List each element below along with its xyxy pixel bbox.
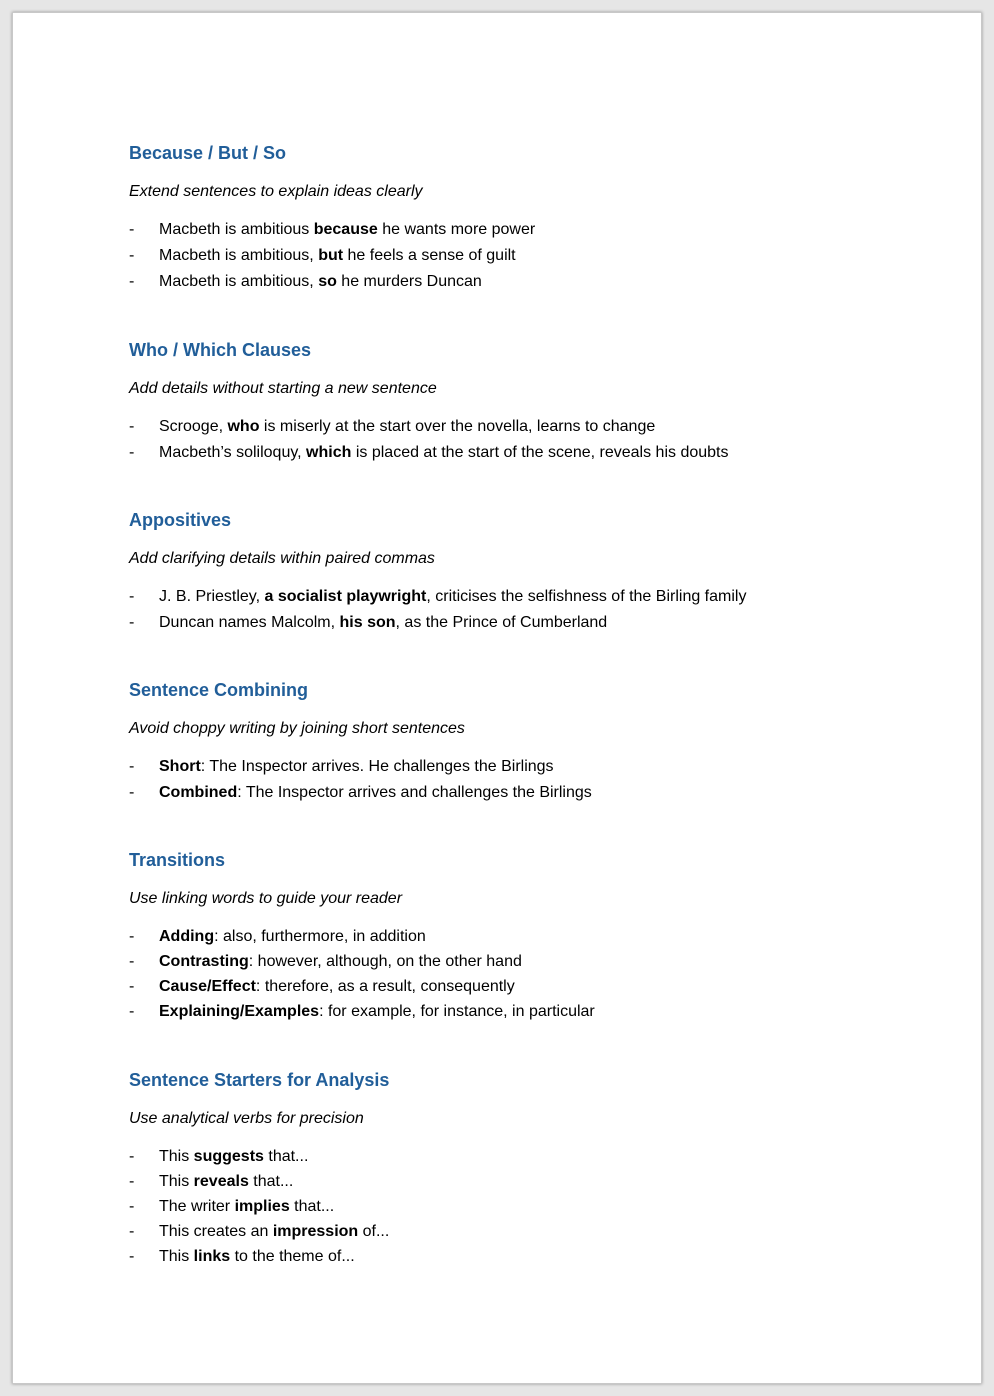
item-text: This: [159, 1173, 194, 1190]
item-text: that...: [289, 1198, 335, 1215]
bullet-dash: -: [129, 1173, 135, 1190]
list-item: [129, 999, 595, 1024]
item-text: , criticises the selfishness of the Birling family: [426, 588, 747, 605]
section-heading: Sentence Starters for Analysis: [129, 1070, 390, 1090]
item-text: of...: [358, 1223, 390, 1240]
item-bold-text: impression: [272, 1223, 359, 1240]
list-item: [129, 1219, 389, 1244]
item-text: , as the Prince of Cumberland: [395, 614, 608, 631]
item-bold-text: his son: [339, 614, 396, 631]
bullet-dash: -: [129, 978, 135, 995]
item-text: This creates an: [159, 1223, 273, 1240]
item-bold-text: because: [313, 221, 378, 238]
list-item: [129, 217, 535, 243]
item-text: This: [159, 1148, 194, 1165]
bullet-dash: -: [129, 1248, 135, 1265]
item-bold-text: who: [227, 418, 260, 435]
item-bold-text: suggests: [193, 1148, 264, 1165]
bullet-dash: -: [129, 588, 135, 605]
item-bold-text: Combined: [159, 784, 238, 801]
item-text: he feels a sense of guilt: [343, 247, 516, 264]
item-text: : also, furthermore, in addition: [214, 928, 426, 945]
bullet-list: [129, 217, 535, 295]
bullet-dash: -: [129, 1223, 135, 1240]
section-who-which-clauses: [129, 338, 729, 466]
item-text: J. B. Priestley,: [159, 588, 265, 605]
item-bold-text: links: [193, 1248, 231, 1265]
item-text: is miserly at the start over the novella, learns to change: [259, 418, 656, 435]
bullet-list: [129, 754, 592, 806]
list-item: [129, 1244, 389, 1269]
list-item: [129, 1194, 389, 1219]
item-text: to the theme of...: [230, 1248, 355, 1265]
item-bold-text: but: [318, 247, 344, 264]
list-item: [129, 949, 595, 974]
item-text: Duncan names Malcolm,: [159, 614, 340, 631]
item-text: Macbeth is ambitious: [159, 221, 314, 238]
bullet-dash: -: [129, 758, 135, 775]
list-item: [129, 780, 592, 806]
bullet-list: [129, 924, 595, 1024]
section-transitions: [129, 848, 595, 1024]
section-appositives: [129, 508, 746, 636]
bullet-dash: -: [129, 1003, 135, 1020]
section-sentence-combining: [129, 678, 592, 806]
item-text: Macbeth is ambitious,: [159, 247, 319, 264]
section-heading: Sentence Combining: [129, 680, 309, 700]
bullet-dash: -: [129, 273, 135, 290]
list-item: [129, 754, 592, 780]
item-bold-text: a socialist playwright: [264, 588, 427, 605]
bullet-dash: -: [129, 444, 135, 461]
item-text: The writer: [159, 1198, 235, 1215]
document-page: [12, 12, 982, 1384]
item-bold-text: implies: [234, 1198, 290, 1215]
section-subtitle: Add clarifying details within paired commas: [129, 550, 435, 567]
item-text: he murders Duncan: [336, 273, 482, 290]
item-bold-text: Explaining/Examples: [159, 1003, 320, 1020]
list-item: [129, 440, 729, 466]
item-text: he wants more power: [377, 221, 536, 238]
section-heading: Transitions: [129, 850, 226, 870]
item-bold-text: Short: [159, 758, 201, 775]
section-heading: Who / Which Clauses: [129, 340, 312, 360]
item-text: This: [159, 1248, 194, 1265]
section-subtitle: Use analytical verbs for precision: [129, 1110, 364, 1127]
list-item: [129, 243, 535, 269]
section-subtitle: Use linking words to guide your reader: [129, 890, 403, 907]
list-item: [129, 974, 595, 999]
bullet-dash: -: [129, 928, 135, 945]
item-text: : for example, for instance, in particular: [319, 1003, 595, 1020]
section-heading: Because / But / So: [129, 143, 287, 163]
list-item: [129, 1144, 389, 1169]
item-bold-text: Adding: [159, 928, 215, 945]
list-item: [129, 924, 595, 949]
bullet-dash: -: [129, 418, 135, 435]
list-item: [129, 414, 729, 440]
list-item: [129, 1169, 389, 1194]
bullet-dash: -: [129, 784, 135, 801]
bullet-list: [129, 584, 746, 636]
item-text: : The Inspector arrives and challenges the Birlings: [237, 784, 592, 801]
item-text: : therefore, as a result, consequently: [255, 978, 515, 995]
section-sentence-starters: [129, 1068, 389, 1269]
bullet-dash: -: [129, 247, 135, 264]
bullet-list: [129, 414, 729, 466]
bullet-list: [129, 1144, 389, 1269]
item-text: Scrooge,: [159, 418, 228, 435]
item-text: is placed at the start of the scene, reveals his doubts: [351, 444, 729, 461]
item-bold-text: which: [306, 444, 352, 461]
item-bold-text: reveals: [193, 1173, 249, 1190]
item-bold-text: Cause/Effect: [159, 978, 256, 995]
bullet-dash: -: [129, 953, 135, 970]
section-because-but-so: [129, 141, 535, 295]
bullet-dash: -: [129, 614, 135, 631]
item-text: that...: [248, 1173, 294, 1190]
item-text: Macbeth’s soliloquy,: [159, 444, 307, 461]
item-text: : however, although, on the other hand: [248, 953, 522, 970]
section-subtitle: Avoid choppy writing by joining short sentences: [129, 720, 465, 737]
list-item: [129, 610, 746, 636]
item-text: : The Inspector arrives. He challenges the Birlings: [200, 758, 554, 775]
list-item: [129, 584, 746, 610]
item-bold-text: Contrasting: [159, 953, 249, 970]
bullet-dash: -: [129, 1148, 135, 1165]
bullet-dash: -: [129, 1198, 135, 1215]
item-bold-text: so: [318, 273, 337, 290]
section-heading: Appositives: [129, 510, 232, 530]
item-text: Macbeth is ambitious,: [159, 273, 319, 290]
section-subtitle: Add details without starting a new sentence: [129, 380, 437, 397]
item-text: that...: [263, 1148, 309, 1165]
bullet-dash: -: [129, 221, 135, 238]
section-subtitle: Extend sentences to explain ideas clearly: [129, 183, 423, 200]
list-item: [129, 269, 535, 295]
